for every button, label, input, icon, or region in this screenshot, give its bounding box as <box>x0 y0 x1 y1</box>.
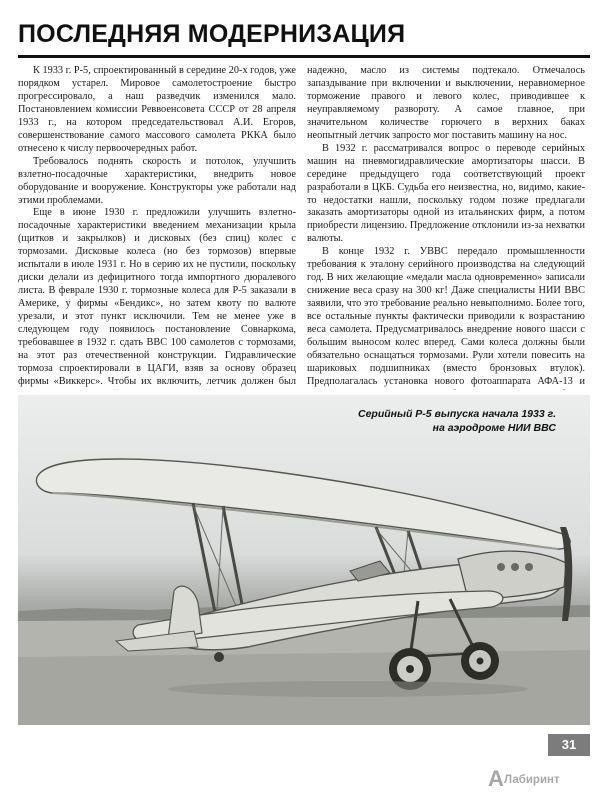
title-rule <box>18 55 590 58</box>
text-column-left <box>18 65 296 390</box>
paragraph: В конце 1932 г. УВВС передало промышленности требования к эталону серийного производства на следующий год. В них желающие «медали масла одновременно» записали снижение веса сразу на 300 кг! Даже специалисты НИИ ВВС заявили, что это требование реально невыполнимо. Более того, все остальные пункты фактически приводили к возрастанию веса самолета. Предусматривалось внедрение нового шасси с большим выносом колес вперед. Сами колеса должны были обязательно оснащаться тормозами. Рули хотели повесить на шариковых подшипниках (вместо бронзовых втулок). Предполагалась установка нового фотоаппарата АФА-13 и <box>307 246 585 387</box>
photo-caption <box>226 407 556 435</box>
watermark-logo <box>488 766 600 792</box>
photo-caption-line: на аэродроме НИИ ВВС <box>432 422 556 434</box>
watermark-mark-icon: А <box>488 766 504 791</box>
photo-caption-line: Серийный Р-5 выпуска начала 1933 г. <box>358 408 556 420</box>
paragraph: В 1932 г. рассматривался вопрос о переводе серийных машин на пневмогидравлические амортизаторы шасси. В середине предыдущего года соответствующий проект разработали в ЦКБ. Судьба его неизвестна, но, видимо, какие-то недостатки нашли, поскольку годом позже предлагали заказать амортизаторы одной из итальянских фирм, а потом приобрести лицензию. Предложение отклонили из-за нехватки валюты. <box>307 142 585 245</box>
page-number-box <box>548 734 590 756</box>
watermark-text: Лабиринт <box>504 774 560 786</box>
paragraph: Еще в июне 1930 г. предложили улучшить взлетно-посадочные характеристики введением механизации крыла (щитков и закрылков) и дисковых (без спиц) колес с тормозами. Дисковые колеса (но без тормозов) впервые испытали в июле 1931 г. Но в серию их не пустили, поскольку диски делали из дефицитного тогда импортного дюралевого листа. В феврале 1930 г. тормозные колеса для Р-5 заказали в Америке, у фирмы «Бендикс», но затем квоту по валюте урезали, и этот пункт исключили. Тем не менее уже в следующем году появилось постановление Совнаркома, требовавшее в 1932 г. сдать ВВС 100 самолетов с тормозами, на этот раз отечественной конструкции. Гидравлические тормоза спроектировали в ЦАГИ, взяв за основу образец фирмы «Виккерс». Чтобы их включить, летчик должен был <box>18 207 296 387</box>
biplane-illustration <box>18 395 590 725</box>
page-title: ПОСЛЕДНЯЯ МОДЕРНИЗАЦИЯ <box>18 20 406 48</box>
paragraph: К 1933 г. Р-5, спроектированный в середине 20-х годов, уже порядком устарел. Мировое самолетостроение быстро прогрессировало, а наш разведчик изменился мало. Постановлением комиссии Реввоенсовета СССР от 28 апреля 1933 г., на котором председательствовал А.И. Егоров, совершенствование самого массового самолета РККА было отнесено к числу первоочередных работ. <box>18 65 296 154</box>
text-column-right <box>307 65 585 390</box>
paragraph: надежно, масло из системы подтекало. Отмечалось запаздывание при включении и выключении, неравномерное торможение правого и левого колес, приводившее к неуправляемому развороту. А самое главное, при значительном количестве горючего в верхних баках неопытный летчик запросто мог поставить машину на нос. <box>307 65 585 141</box>
aircraft-photo <box>18 395 590 725</box>
paragraph: Требовалось поднять скорость и потолок, улучшить взлетно-посадочные характеристики, внедрить новое оборудование и вооружение. Конструкторы уже работали над этими проблемами. <box>18 155 296 206</box>
page-number: 31 <box>561 737 577 752</box>
